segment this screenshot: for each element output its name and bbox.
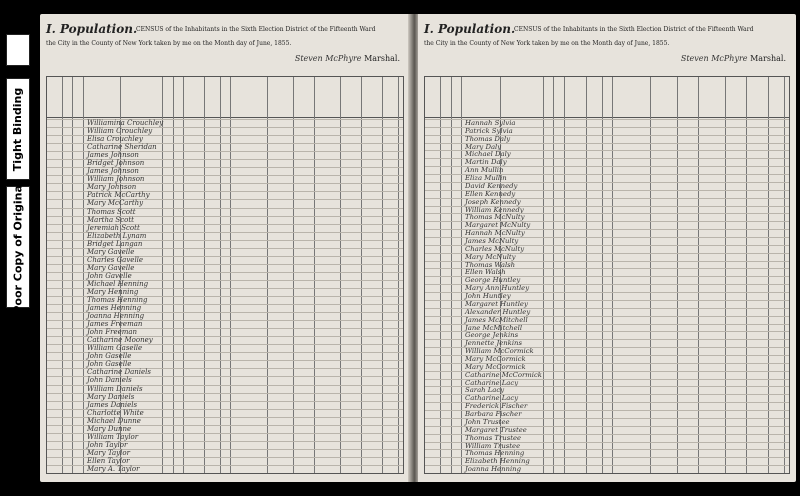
left-page xyxy=(40,14,410,482)
table-row xyxy=(47,191,403,200)
resident-name: Michael Dunne xyxy=(87,416,141,425)
resident-name: Michael Daly xyxy=(465,150,511,159)
table-row xyxy=(425,323,789,332)
table-row xyxy=(47,271,403,280)
table-row xyxy=(425,315,789,324)
resident-name: Thomas Henning xyxy=(465,449,525,458)
table-row xyxy=(425,244,789,253)
resident-name: Thomas McNulty xyxy=(465,213,525,222)
resident-name: Hannah McNulty xyxy=(465,229,525,238)
table-row xyxy=(425,410,789,419)
grid-column-line xyxy=(314,77,315,473)
resident-name: Mary McCormick xyxy=(465,355,526,363)
grid-column-line xyxy=(650,77,651,473)
table-row xyxy=(47,119,403,127)
resident-name: Thomas Trustee xyxy=(465,433,522,442)
table-row xyxy=(425,213,789,222)
city-line: the City in the County of New York taken by me on the Month day of June, 1855. xyxy=(46,40,292,47)
table-row xyxy=(47,416,403,425)
enumerator-signature: Steven McPhyre xyxy=(294,54,362,63)
resident-name: Elizabeth Henning xyxy=(465,457,530,466)
grid-column-line xyxy=(451,77,452,473)
table-row xyxy=(425,181,789,190)
grid-column-line xyxy=(204,77,205,473)
resident-name: Catharine McCormick xyxy=(465,370,542,379)
left-column-headers xyxy=(47,77,403,118)
resident-name: Williamina Crouchley xyxy=(87,119,164,127)
table-row xyxy=(425,221,789,230)
grid-column-line xyxy=(746,77,747,473)
resident-name: Mary McCarthy xyxy=(87,199,144,208)
table-row xyxy=(47,376,403,385)
table-row xyxy=(47,344,403,353)
resident-name: Mary Dunne xyxy=(87,424,132,433)
table-row xyxy=(425,276,789,285)
resident-name: Jennette Jenkins xyxy=(465,339,522,348)
table-row xyxy=(425,229,789,238)
census-book xyxy=(40,14,796,482)
grid-column-line xyxy=(553,77,554,473)
marshal-label: Marshal. xyxy=(750,54,786,63)
census-line: CENSUS of the Inhabitants in the Sixth Election District of the Fifteenth Ward xyxy=(514,26,754,33)
grid-column-line xyxy=(162,77,163,473)
table-row xyxy=(47,448,403,457)
table-row xyxy=(425,268,789,277)
table-row xyxy=(425,441,789,450)
resident-name: William Johnson xyxy=(87,175,145,184)
table-row xyxy=(425,126,789,135)
resident-name: Alexander Huntley xyxy=(465,307,531,316)
table-row xyxy=(425,433,789,442)
table-row xyxy=(425,205,789,214)
grid-column-line xyxy=(698,77,699,473)
table-row xyxy=(47,247,403,256)
table-row xyxy=(425,252,789,261)
table-row xyxy=(47,143,403,152)
grid-column-line xyxy=(72,77,73,473)
grid-column-line xyxy=(230,77,231,473)
resident-name: Ellen Taylor xyxy=(87,456,130,465)
resident-name: Ellen Walsh xyxy=(465,268,506,277)
resident-name: John Freeman xyxy=(87,328,138,337)
resident-name: Patrick McCarthy xyxy=(87,191,150,200)
grid-column-line xyxy=(183,77,184,473)
table-row xyxy=(47,464,403,473)
table-row xyxy=(47,424,403,433)
grid-column-line xyxy=(83,77,84,473)
table-row xyxy=(47,440,403,449)
resident-name: Thomas Scott xyxy=(87,207,136,216)
left-ledger-grid xyxy=(46,76,404,474)
marshal-line xyxy=(295,54,400,63)
grid-column-line xyxy=(267,77,268,473)
spine-labels xyxy=(0,0,36,496)
grid-column-line xyxy=(220,77,221,473)
resident-name: Patrick Sylvia xyxy=(465,126,513,135)
grid-column-line xyxy=(361,77,362,473)
table-row xyxy=(425,284,789,293)
marshal-label: Marshal. xyxy=(364,54,400,63)
table-row xyxy=(47,263,403,272)
resident-name: Joseph Kennedy xyxy=(465,197,521,206)
grid-column-line xyxy=(768,77,769,473)
resident-name: John Gaselle xyxy=(87,360,132,369)
table-row xyxy=(425,347,789,356)
grid-column-line xyxy=(612,77,613,473)
resident-name: Barbara Fischer xyxy=(465,410,522,419)
resident-name: Ellen Kennedy xyxy=(465,189,516,198)
resident-name: Thomas Walsh xyxy=(465,260,516,269)
table-row xyxy=(425,150,789,159)
resident-name: Martha Scott xyxy=(87,215,134,224)
resident-name: David Kennedy xyxy=(465,181,518,190)
table-row xyxy=(425,174,789,183)
resident-name: Michael Henning xyxy=(87,279,149,288)
resident-name: John Trustee xyxy=(465,417,510,426)
resident-name: Charlotte White xyxy=(87,408,144,417)
table-row xyxy=(47,135,403,144)
resident-name: Catharine Sheridan xyxy=(87,143,157,152)
resident-name: Thomas Henning xyxy=(87,296,148,304)
grid-column-line xyxy=(725,77,726,473)
table-row xyxy=(47,384,403,393)
resident-name: Margaret Huntley xyxy=(465,299,528,308)
resident-name: George Jenkins xyxy=(465,331,519,340)
grid-column-line xyxy=(173,77,174,473)
table-row xyxy=(425,449,789,458)
table-row xyxy=(425,378,789,387)
resident-name: Mary A. Taylor xyxy=(87,464,140,473)
table-row xyxy=(47,312,403,321)
resident-name: John Gaselle xyxy=(87,352,132,361)
resident-name: Eliza Mullin xyxy=(465,174,507,183)
table-row xyxy=(425,292,789,301)
resident-name: Bridget Langan xyxy=(87,239,143,248)
resident-name: Jeremiah Scott xyxy=(87,223,140,232)
table-row xyxy=(47,336,403,345)
resident-name: John Taylor xyxy=(87,440,128,449)
table-row xyxy=(47,223,403,232)
resident-name: James Freeman xyxy=(87,320,143,329)
resident-name: Mary Gavelle xyxy=(87,247,135,256)
top-tab xyxy=(6,34,30,66)
resident-name: Sarah Lacy xyxy=(465,386,505,395)
resident-name: John Huntley xyxy=(465,292,511,301)
grid-column-line xyxy=(564,77,565,473)
table-row xyxy=(425,331,789,340)
resident-name: James McMitchell xyxy=(465,315,528,324)
table-row xyxy=(425,386,789,395)
table-row xyxy=(425,307,789,316)
resident-name: Charles McNulty xyxy=(465,244,525,253)
table-row xyxy=(425,197,789,206)
table-row xyxy=(425,142,789,151)
resident-name: Mary McNulty xyxy=(465,252,516,261)
resident-name: Joanna Henning xyxy=(465,465,521,474)
grid-column-line xyxy=(543,77,544,473)
grid-column-line xyxy=(340,77,341,473)
table-row xyxy=(47,392,403,401)
grid-column-line xyxy=(398,77,399,473)
grid-column-line xyxy=(62,77,63,473)
table-row xyxy=(47,456,403,465)
resident-name: William McCormick xyxy=(465,347,534,356)
table-row xyxy=(425,457,789,466)
table-row xyxy=(47,304,403,313)
table-row xyxy=(425,189,789,198)
resident-name: William Gaselle xyxy=(87,344,143,353)
table-row xyxy=(425,425,789,434)
table-row xyxy=(425,260,789,269)
resident-name: William Taylor xyxy=(87,432,139,441)
table-row xyxy=(47,207,403,216)
table-row xyxy=(47,175,403,184)
table-row xyxy=(47,368,403,377)
table-row xyxy=(47,320,403,329)
resident-name: James McNulty xyxy=(465,237,519,245)
resident-name: Ann Mullin xyxy=(465,166,504,175)
table-row xyxy=(47,199,403,208)
table-row xyxy=(47,151,403,160)
resident-name: James Johnson xyxy=(87,151,139,160)
table-row xyxy=(47,231,403,240)
resident-name: Catharine Daniels xyxy=(87,368,151,377)
table-row xyxy=(425,339,789,348)
resident-name: Elizabeth Lynam xyxy=(87,231,147,240)
table-row xyxy=(425,362,789,371)
resident-name: John Gavelle xyxy=(87,271,132,280)
table-row xyxy=(425,402,789,411)
page-title: I. Population. xyxy=(46,22,138,36)
resident-name: George Huntley xyxy=(465,276,521,285)
grid-column-line xyxy=(382,77,383,473)
city-line: the City in the County of New York taken by me on the Month day of June, 1855. xyxy=(424,40,670,47)
table-row xyxy=(47,159,403,168)
right-column-headers xyxy=(425,77,789,118)
table-row xyxy=(47,279,403,288)
resident-name: William Kennedy xyxy=(465,205,524,214)
resident-name: Catharine Mooney xyxy=(87,336,153,345)
tight-binding-label: Tight Binding xyxy=(6,78,30,180)
resident-name: James Johnson xyxy=(87,167,139,176)
resident-name: Martin Daly xyxy=(465,158,507,167)
grid-column-line xyxy=(293,77,294,473)
table-row xyxy=(47,296,403,304)
resident-name: Hannah Sylvia xyxy=(465,119,516,127)
resident-name: Mary Johnson xyxy=(87,183,137,192)
enumerator-signature: Steven McPhyre xyxy=(680,54,748,63)
resident-name: Elisa Crouchley xyxy=(87,135,143,144)
table-row xyxy=(47,255,403,264)
table-row xyxy=(425,237,789,245)
resident-name: Jane McMitchell xyxy=(465,323,523,332)
resident-name: Catharine Lacy xyxy=(465,394,519,403)
resident-name: Charles Gavelle xyxy=(87,255,144,264)
resident-name: Mary Henning xyxy=(87,287,139,296)
resident-name: William Daniels xyxy=(87,384,143,393)
table-row xyxy=(425,370,789,379)
table-row xyxy=(425,394,789,403)
left-page-header xyxy=(46,18,404,74)
table-row xyxy=(47,239,403,248)
resident-name: Mary Ann Huntley xyxy=(465,284,530,293)
table-row xyxy=(425,119,789,127)
table-row xyxy=(47,215,403,224)
marshal-line xyxy=(681,54,786,63)
resident-name: Mary Taylor xyxy=(87,448,130,457)
page-title: I. Population. xyxy=(424,22,516,36)
poor-copy-label: Poor Copy of Original xyxy=(6,186,30,308)
resident-name: Bridget Johnson xyxy=(87,159,145,168)
resident-name: James Henning xyxy=(87,304,142,313)
table-row xyxy=(47,127,403,136)
resident-name: Margaret McNulty xyxy=(465,221,531,230)
table-row xyxy=(47,352,403,361)
table-row xyxy=(47,328,403,337)
table-row xyxy=(47,400,403,409)
resident-name: Frederick Fischer xyxy=(465,402,528,411)
table-row xyxy=(425,465,789,474)
table-row xyxy=(425,158,789,167)
table-row xyxy=(425,166,789,175)
right-page-header xyxy=(424,18,790,74)
grid-column-line xyxy=(784,77,785,473)
resident-name: William Trustee xyxy=(465,441,521,450)
table-row xyxy=(425,134,789,143)
resident-name: Thomas Daly xyxy=(465,134,511,143)
grid-column-line xyxy=(602,77,603,473)
table-row xyxy=(47,167,403,176)
table-row xyxy=(47,408,403,417)
resident-name: Mary McCormick xyxy=(465,362,526,371)
right-ledger-grid xyxy=(424,76,790,474)
grid-column-line xyxy=(586,77,587,473)
grid-column-line xyxy=(461,77,462,473)
resident-name: Mary Daly xyxy=(465,142,502,151)
right-page xyxy=(418,14,796,482)
table-row xyxy=(47,360,403,369)
census-line: CENSUS of the Inhabitants in the Sixth Election District of the Fifteenth Ward xyxy=(136,26,376,33)
resident-name: Joanna Henning xyxy=(87,312,145,321)
resident-name: William Crouchley xyxy=(87,127,153,136)
resident-name: Mary Gavelle xyxy=(87,263,135,272)
table-row xyxy=(425,417,789,426)
grid-column-line xyxy=(677,77,678,473)
resident-name: Margaret Trustee xyxy=(465,425,527,434)
resident-name: John Daniels xyxy=(87,376,132,385)
resident-name: Mary Daniels xyxy=(87,392,135,401)
table-row xyxy=(47,183,403,192)
table-row xyxy=(425,299,789,308)
table-row xyxy=(425,355,789,363)
grid-column-line xyxy=(440,77,441,473)
table-row xyxy=(47,432,403,441)
resident-name: Catharine Lacy xyxy=(465,378,519,387)
table-row xyxy=(47,287,403,296)
resident-name: James Daniels xyxy=(87,400,138,409)
